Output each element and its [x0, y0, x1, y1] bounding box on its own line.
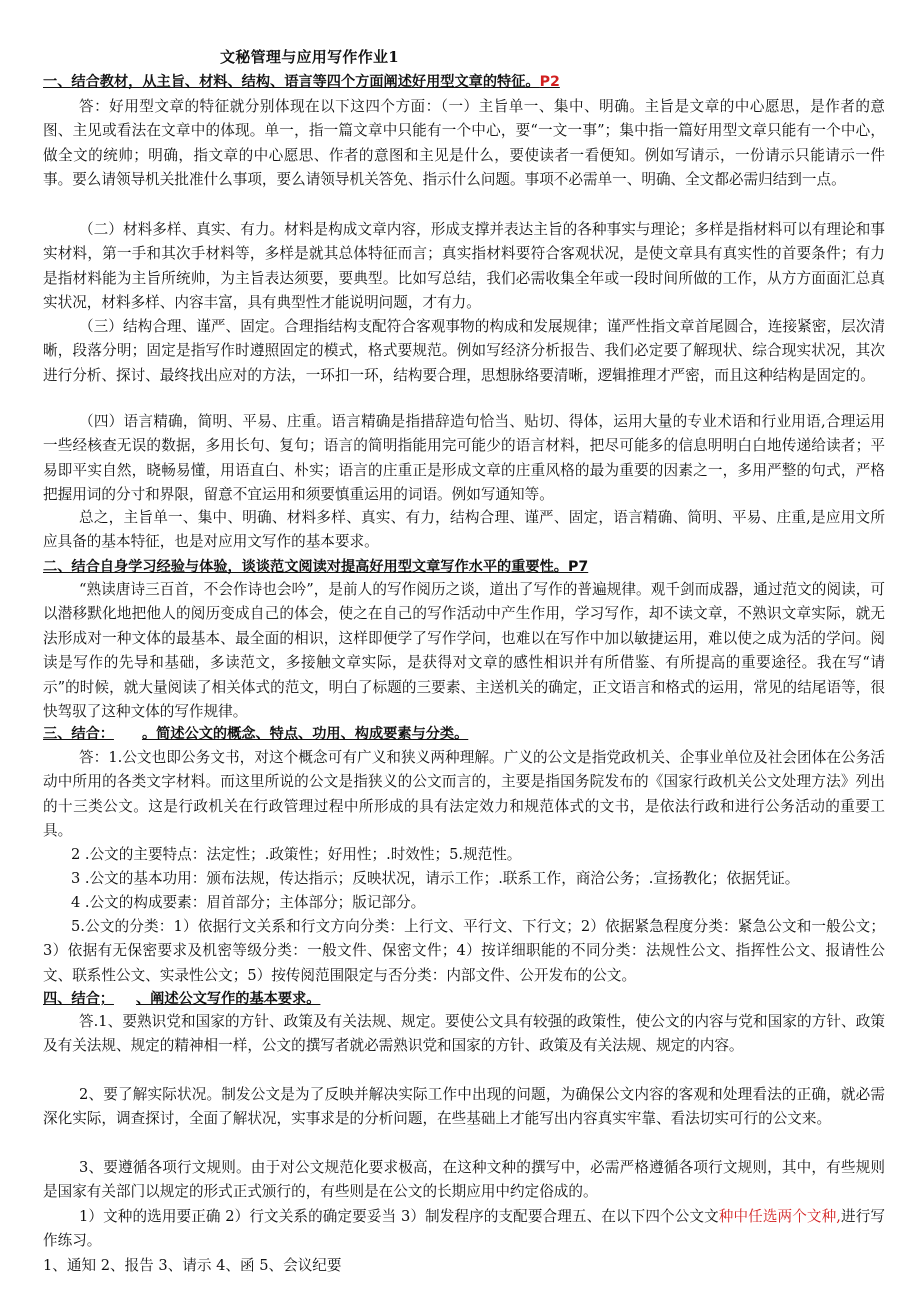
answer-1-para-2: （二）材料多样、真实、有力。材料是构成文章内容，形成支撑并表达主旨的各种事实与理论；多样是指材料可以有理论和事实材料，第一手和其次手材料等，多样是就其总体特征而言；真实指材料要符合客观状况，是使文章具有真实性的首要条件；有力是指材料能为主旨所统帅，为主旨表达须要，要典型。比如写总结，我们必需收集全年或一段时间所做的工作，从方方面面汇总真实状况，材料多样、内容丰富，具有典型性才能说明问题，才有力。: [43, 221, 885, 312]
writing-practice-list: 1、通知 2、报告 3、请示 4、函 5、会议纪要: [43, 1257, 342, 1274]
question-1-page-ref: P2: [539, 74, 560, 90]
answer-4-para-3: 3、要遵循各项行文规则。由于对公文规范化要求极高，在这种文种的撰写中，必需严格遵循各项行文规则，其中，有些规则是国家有关部门以规定的形式正式颁行的，有些则是在公文的长期应用中约定俗成的。: [43, 1159, 885, 1201]
question-4-prefix: 四、结合；: [43, 991, 114, 1007]
answer-4-para-4-main: 1）文种的选用要正确 2）行文关系的确定要妥当 3）制发程序的支配要合理五、在以下四个公文文: [79, 1208, 719, 1225]
answer-3-para-1: 答：1.公文也即公务文书，对这个概念可有广义和狭义两种理解。广义的公文是指党政机关、企事业单位及社会团体在公务活动中所用的各类文字材料。而这里所说的公文是指狭义的公文而言的，主要是指国务院发布的《国家行政机关公文处理方法》列出的十三类公文。这是行政机关在行政管理过程中所形成的具有法定效力和规范体式的文书，是依法行政和进行公务活动的重要工具。: [43, 749, 885, 840]
question-1-text: 一、结合教材，从主旨、材料、结构、语言等四个方面阐述好用型文章的特征。: [43, 74, 540, 90]
question-4-text: 、阐述公文写作的基本要求。: [135, 991, 321, 1007]
question-3-prefix: 三、结合：: [43, 726, 114, 742]
answer-1-summary: 总之，主旨单一、集中、明确、材料多样、真实、有力，结构合理、谨严、固定，语言精确、简明、平易、庄重,是应用文所应具备的基本特征，也是对应用文写作的基本要求。: [43, 509, 885, 551]
question-4: [43, 987, 883, 1011]
answer-4-para-4: [43, 1205, 885, 1254]
answer-4-para-1: 答.1、要熟识党和国家的方针、政策及有关法规、规定。要使公文具有较强的政策性，使公文的内容与党和国家的方针、政策及有关法规、规定的精神相一样，公文的撰写者就必需熟识党和国家的方针、政策及有关法规、规定的内容。: [43, 1013, 885, 1055]
question-3-text: 。简述公文的概念、特点、功用、构成要素与分类。: [141, 726, 469, 742]
answer-4-para-4-tail: 进行写作练习。: [43, 1208, 885, 1250]
answer-1-para-3: （三）结构合理、谨严、固定。合理指结构支配符合客观事物的构成和发展规律；谨严性指文章首尾圆合，连接紧密，层次清晰，段落分明；固定是指写作时遵照固定的模式，格式要规范。例如写经济分析报告、我们必定要了解现状、综合现实状况，其次进行分析、探讨、最终找出应对的方法，一环扣一环，结构要合理，思想脉络要清晰，逻辑推理才严密，而且这种结构是固定的。: [43, 318, 885, 384]
question-2: 二、结合自身学习经验与体验，谈谈范文阅读对提高好用型文章写作水平的重要性。P7: [43, 559, 589, 575]
answer-3-para-4: 4 .公文的构成要素：眉首部分；主体部分；版记部分。: [71, 894, 426, 911]
answer-2-para: “熟读唐诗三百首，不会作诗也会吟”，是前人的写作阅历之谈，道出了写作的普遍规律。观千剑而成器，通过范文的阅读，可以潜移默化地把他人的阅历变成自己的体会，使之在自己的写作活动中产生作用，学习写作，却不读文章，不熟识文章实际，就无法形成对一种文体的最基本、最全面的相识，这样即便学了写作学问，也难以在写作中加以敏捷运用，难以使之成为活的学问。阅读是写作的先导和基础，多读范文，多接触文章实际，是获得对文章的感性相识并有所借鉴、有所提高的重要途径。我在写“请示”的时候，就大量阅读了相关体式的范文，明白了标题的三要素、主送机关的确定，正文语言和格式的运用，常见的结尾语等，很快驾驭了这种文体的写作规律。: [43, 581, 885, 721]
question-3: [43, 722, 883, 746]
answer-1-para-4: （四）语言精确，简明、平易、庄重。语言精确是指措辞造句恰当、贴切、得体，运用大量的专业术语和行业用语,合理运用一些经核查无误的数据，多用长句、复句；语言的简明指能用完可能少的语言材料，把尽可能多的信息明明白白地传递给读者；平易即平实自然，晓畅易懂，用语直白、朴实；语言的庄重正是形成文章的庄重风格的最为重要的因素之一，多用严整的句式，严格把握用词的分寸和界限，留意不宜运用和须要慎重运用的词语。例如写通知等。: [43, 413, 885, 504]
answer-4-para-2: 2、要了解实际状况。制发公文是为了反映并解决实际工作中出现的问题，为确保公文内容的客观和处理看法的正确，就必需深化实际，调查探讨，全面了解状况，实事求是的分析问题，在些基础上才能写出内容真实牢靠、看法切实可行的公文来。: [43, 1086, 885, 1128]
answer-4-para-4-highlight: 种中任选两个文种,: [718, 1208, 841, 1225]
answer-1-para-1: 答：好用型文章的特征就分别体现在以下这四个方面：（一）主旨单一、集中、明确。主旨是文章的中心愿思，是作者的意图、主见或看法在文章中的体现。单一，指一篇文章中只能有一个中心，要“一文一事”；集中指一篇好用型文章只能有一个中心，做全文的统帅；明确，指文章的中心愿思、作者的意图和主见是什么，要使读者一看便知。例如写请示，一份请示只能请示一件事。要么请领导机关批准什么事项，要么请领导机关答免、指示什么问题。事项不必需单一、明确、全文都必需归结到一点。: [43, 98, 885, 189]
answer-3-para-3: 3 .公文的基本功用：颁布法规，传达指示；反映状况，请示工作；.联系工作，商洽公务；.宣扬教化；依据凭证。: [71, 870, 800, 887]
answer-3-para-5: 5.公文的分类：1）依据行文关系和行文方向分类：上行文、平行文、下行文；2）依据紧急程度分类：紧急公文和一般公文；3）依据有无保密要求及机密等级分类：一般文件、保密文件；4）按详细职能的不同分类：法规性公文、指挥性公文、报请性公文、联系性公文、实录性公文；5）按传阅范围限定与否分类：内部文件、公开发布的公文。: [43, 918, 885, 984]
answer-3-para-2: 2 .公文的主要特点：法定性；.政策性；好用性；.时效性；5.规范性。: [71, 846, 522, 863]
document-title: 文秘管理与应用写作作业1: [220, 48, 400, 66]
question-1: [43, 70, 883, 94]
